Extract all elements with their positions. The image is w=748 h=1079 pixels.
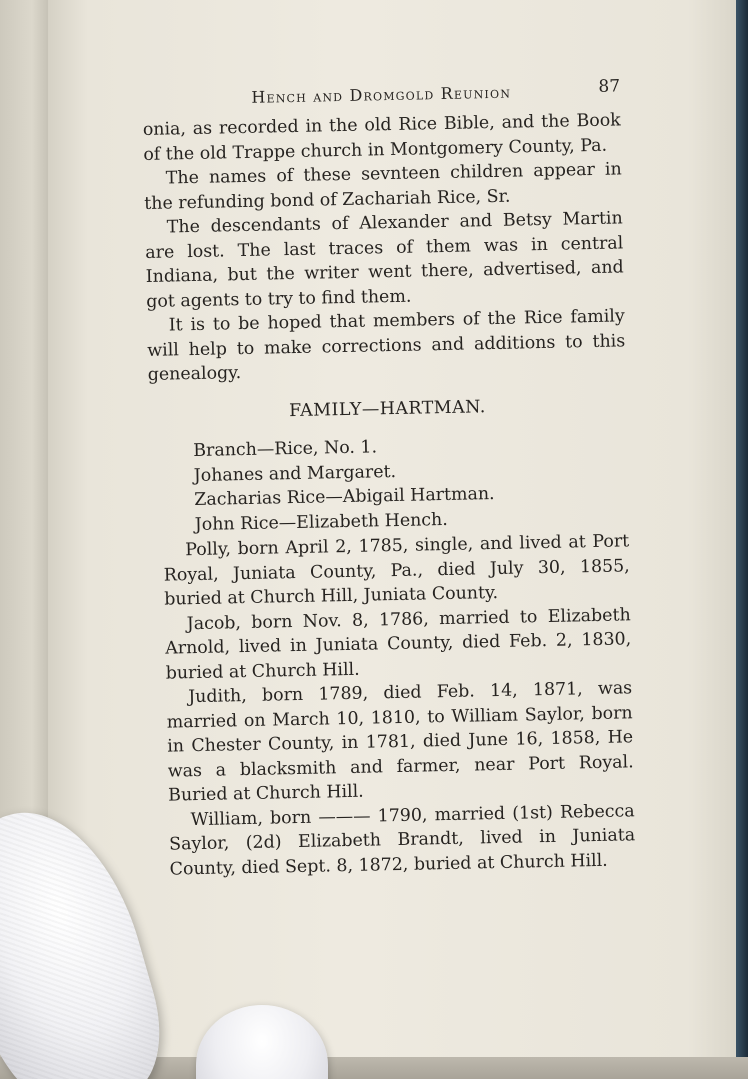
family-entries	[163, 529, 636, 881]
page-text	[142, 78, 636, 881]
book-cover-edge	[736, 0, 748, 1079]
entry-judith: Judith, born 1789, died Feb. 14, 1871, was married on March 10, 1810, to William Saylor, born in Chester County, in 1781, died June 16, 1858, He was a blacksmith and farmer, near Port Royal. Buried at Church Hill.	[166, 678, 634, 806]
entry-jacob: Jacob, born Nov. 8, 1786, married to Elizabeth Arnold, lived in Juniata County, died Feb. 2, 1830, buried at Church Hill.	[165, 604, 632, 684]
paragraph-names: The names of these sevnteen children appear in the refunding bond of Zachariah Rice, Sr.	[144, 159, 622, 214]
lineage-line: Zacharias Rice—Abigail Hartman.	[194, 484, 495, 511]
lineage-line: John Rice—Elizabeth Hench.	[194, 509, 448, 535]
running-head-title: Hench and Dromgold Reunion	[251, 82, 512, 107]
paragraph-hope: It is to be hoped that members of the Rice family will help to make corrections and additions to this genealogy.	[147, 306, 626, 385]
entry-polly: Polly, born April 2, 1785, single, and lived at Port Royal, Juniata County, Pa., died July 30, 1855, buried at Church Hill, Juniata County.	[163, 531, 630, 610]
paragraph-continuation: onia, as recorded in the old Rice Bible, and the Book of the old Trappe church in Montgomery County, Pa.	[142, 110, 621, 165]
entry-william: William, born ——— 1790, married (1st) Rebecca Saylor, (2d) Elizabeth Brandt, lived in Juniata County, died Sept. 8, 1872, buried at Church Hill.	[168, 800, 636, 880]
page-number: 87	[598, 76, 621, 97]
lineage-line: Branch—Rice, No. 1.	[193, 437, 378, 462]
lineage-line: Johanes and Margaret.	[193, 461, 397, 486]
lineage-list	[149, 430, 629, 538]
section-heading: FAMILY—HARTMAN.	[288, 396, 487, 421]
paragraph-descendants: The descendants of Alexander and Betsy Martin are lost. The last traces of them was in central Indiana, but the writer went there, advertised, and got agents to try to find them.	[145, 208, 624, 312]
